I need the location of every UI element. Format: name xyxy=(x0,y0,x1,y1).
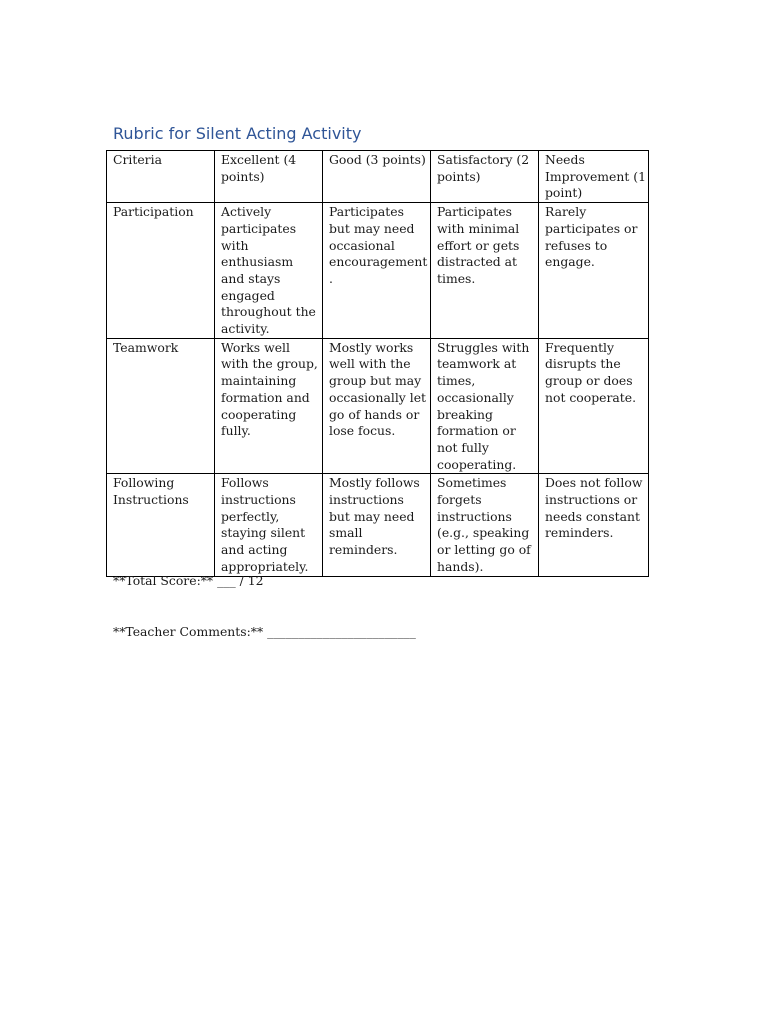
table-cell: Mostly follows instructions but may need small reminders. xyxy=(323,474,431,576)
table-row xyxy=(107,338,649,474)
table-cell: Rarely participates or refuses to engage. xyxy=(539,203,649,339)
table-row xyxy=(107,474,649,576)
table-cell: Works well with the group, maintaining formation and cooperating fully. xyxy=(215,338,323,474)
table-cell: Participates with minimal effort or gets distracted at times. xyxy=(431,203,539,339)
table-cell: Struggles with teamwork at times, occasionally breaking formation or not fully cooperating. xyxy=(431,338,539,474)
table-cell: Participates but may need occasional encouragement. xyxy=(323,203,431,339)
total-score-line: **Total Score:** ___ / 12 xyxy=(113,573,264,588)
table-cell: Actively participates with enthusiasm and stays engaged throughout the activity. xyxy=(215,203,323,339)
table-cell: Frequently disrupts the group or does not cooperate. xyxy=(539,338,649,474)
table-row xyxy=(107,203,649,339)
table-cell: Does not follow instructions or needs constant reminders. xyxy=(539,474,649,576)
table-cell: Mostly works well with the group but may occasionally let go of hands or lose focus. xyxy=(323,338,431,474)
teacher-comments-line: **Teacher Comments:** ________________________ xyxy=(113,624,416,639)
document-title: Rubric for Silent Acting Activity xyxy=(113,124,362,143)
header-needs-improvement: Needs Improvement (1 point) xyxy=(539,151,649,203)
header-criteria: Criteria xyxy=(107,151,215,203)
table-cell: Follows instructions perfectly, staying silent and acting appropriately. xyxy=(215,474,323,576)
criteria-cell: Teamwork xyxy=(107,338,215,474)
header-excellent: Excellent (4 points) xyxy=(215,151,323,203)
header-good: Good (3 points) xyxy=(323,151,431,203)
criteria-cell: Following Instructions xyxy=(107,474,215,576)
header-satisfactory: Satisfactory (2 points) xyxy=(431,151,539,203)
rubric-table xyxy=(106,150,649,577)
criteria-cell: Participation xyxy=(107,203,215,339)
table-cell: Sometimes forgets instructions (e.g., speaking or letting go of hands). xyxy=(431,474,539,576)
table-header-row xyxy=(107,151,649,203)
